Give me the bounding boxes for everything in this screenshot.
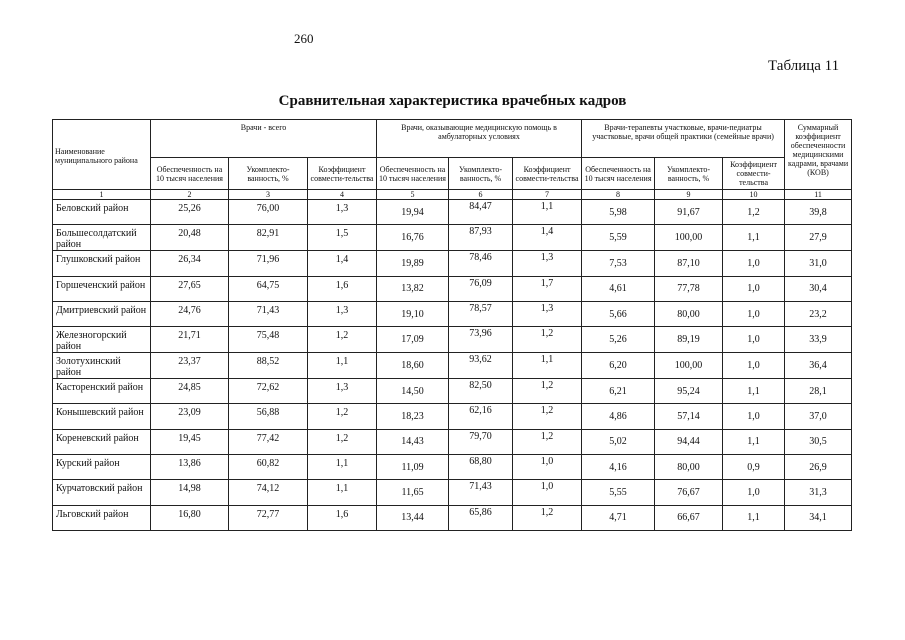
header-row-groups [53,120,852,158]
column-number: 11 [785,190,852,200]
table-cell: 73,96 [449,327,513,353]
table-cell: 1,2 [308,404,377,429]
table-row [53,404,852,429]
table-cell: 1,1 [308,353,377,379]
table-cell: 68,80 [449,455,513,480]
table-cell: 31,0 [785,251,852,276]
subheader-provision: Обеспеченность на 10 тысяч населения [582,158,655,190]
table-cell: 19,45 [151,429,229,454]
table-cell: 60,82 [229,455,308,480]
table-cell: 6,21 [582,379,655,404]
table-cell: 87,10 [655,251,723,276]
table-cell: 19,10 [377,301,449,326]
table-cell: 76,09 [449,276,513,301]
header-district-physicians: Врачи-терапевты участковые, врачи-педиатры участковые, врачи общей практики (семейные врачи) [582,120,785,158]
table-cell: 93,62 [449,353,513,379]
table-cell: 57,14 [655,404,723,429]
table-cell: 56,88 [229,404,308,429]
table-row [53,429,852,454]
table-cell: 30,5 [785,429,852,454]
table-cell: 62,16 [449,404,513,429]
table-cell: 1,1 [513,353,582,379]
subheader-part-time-coefficient: Коэффициент совмести-тельства [513,158,582,190]
table-cell: 1,6 [308,276,377,301]
district-name: Льговский район [53,505,151,530]
header-row-subcolumns [53,158,852,190]
table-cell: 37,0 [785,404,852,429]
table-cell: 26,9 [785,455,852,480]
header-outpatient-physicians: Врачи, оказывающие медицинскую помощь в амбулаторных условиях [377,120,582,158]
column-number: 1 [53,190,151,200]
table-cell: 84,47 [449,200,513,225]
table-cell: 31,3 [785,480,852,505]
table-cell: 5,66 [582,301,655,326]
column-number: 6 [449,190,513,200]
table-cell: 19,89 [377,251,449,276]
table-cell: 27,65 [151,276,229,301]
table-cell: 14,50 [377,379,449,404]
table-cell: 76,67 [655,480,723,505]
header-municipality: Наименование муниципального района [53,120,151,190]
table-cell: 74,12 [229,480,308,505]
table-cell: 1,2 [513,429,582,454]
table-cell: 1,0 [513,480,582,505]
district-name: Золотухинский район [53,353,151,379]
page-number: 260 [294,31,314,46]
table-cell: 1,1 [513,200,582,225]
table-row [53,200,852,225]
table-cell: 4,71 [582,505,655,530]
column-number: 4 [308,190,377,200]
table-cell: 16,80 [151,505,229,530]
table-cell: 1,2 [308,327,377,353]
table-cell: 1,6 [308,505,377,530]
table-cell: 1,0 [723,480,785,505]
header-all-physicians: Врачи - всего [151,120,377,158]
table-cell: 77,42 [229,429,308,454]
table-cell: 25,26 [151,200,229,225]
table-cell: 34,1 [785,505,852,530]
subheader-provision: Обеспеченность на 10 тысяч населения [151,158,229,190]
table-cell: 6,20 [582,353,655,379]
table-cell: 23,2 [785,301,852,326]
table-cell: 100,00 [655,353,723,379]
table-cell: 33,9 [785,327,852,353]
subheader-staffing: Укомплекто-ванность, % [449,158,513,190]
table-cell: 30,4 [785,276,852,301]
subheader-staffing: Укомплекто-ванность, % [229,158,308,190]
table-cell: 71,43 [449,480,513,505]
table-cell: 1,3 [513,301,582,326]
table-cell: 71,43 [229,301,308,326]
table-cell: 88,52 [229,353,308,379]
table-cell: 87,93 [449,225,513,251]
table-cell: 77,78 [655,276,723,301]
table-cell: 1,0 [723,301,785,326]
table-cell: 1,1 [723,505,785,530]
district-name: Курчатовский район [53,480,151,505]
table-cell: 80,00 [655,301,723,326]
table-cell: 1,1 [723,225,785,251]
table-row [53,480,852,505]
table-cell: 91,67 [655,200,723,225]
column-number: 10 [723,190,785,200]
district-name: Конышевский район [53,404,151,429]
table-cell: 1,4 [513,225,582,251]
district-name: Горшеченский район [53,276,151,301]
table-cell: 5,98 [582,200,655,225]
column-number: 5 [377,190,449,200]
column-number: 2 [151,190,229,200]
table-cell: 1,0 [723,404,785,429]
column-number: 7 [513,190,582,200]
column-number: 9 [655,190,723,200]
table-cell: 1,1 [723,379,785,404]
table-cell: 65,86 [449,505,513,530]
table-cell: 17,09 [377,327,449,353]
table-row [53,353,852,379]
table-cell: 1,0 [723,251,785,276]
table-cell: 64,75 [229,276,308,301]
table-cell: 1,5 [308,225,377,251]
table-cell: 95,24 [655,379,723,404]
table-cell: 11,65 [377,480,449,505]
table-cell: 28,1 [785,379,852,404]
district-name: Большесолдатский район [53,225,151,251]
table-cell: 1,2 [513,379,582,404]
table-cell: 1,3 [308,379,377,404]
table-cell: 78,57 [449,301,513,326]
table-cell: 75,48 [229,327,308,353]
district-name: Кореневский район [53,429,151,454]
document-title: Сравнительная характеристика врачебных кадров [278,93,627,109]
table-cell: 80,00 [655,455,723,480]
table-cell: 1,3 [308,200,377,225]
subheader-part-time-coefficient: Коэффициент совмести-тельства [308,158,377,190]
table-cell: 23,09 [151,404,229,429]
table-cell: 1,1 [723,429,785,454]
table-cell: 24,85 [151,379,229,404]
district-name: Дмитриевский район [53,301,151,326]
table-row [53,251,852,276]
table-cell: 21,71 [151,327,229,353]
table-cell: 5,59 [582,225,655,251]
district-name: Железногорский район [53,327,151,353]
table-cell: 14,43 [377,429,449,454]
table-cell: 1,0 [723,327,785,353]
table-cell: 13,44 [377,505,449,530]
district-name: Глушковский район [53,251,151,276]
table-cell: 1,0 [723,353,785,379]
table-cell: 18,23 [377,404,449,429]
table-cell: 18,60 [377,353,449,379]
table-cell: 72,62 [229,379,308,404]
district-name: Курский район [53,455,151,480]
table-cell: 1,0 [513,455,582,480]
table-cell: 5,02 [582,429,655,454]
table-cell: 0,9 [723,455,785,480]
table-cell: 82,50 [449,379,513,404]
subheader-provision: Обеспеченность на 10 тысяч населения [377,158,449,190]
table-cell: 13,86 [151,455,229,480]
table-row [53,455,852,480]
header-summary-coefficient: Суммарный коэффициент обеспеченности медицинскими кадрами, врачами (КОВ) [785,120,852,190]
table-cell: 19,94 [377,200,449,225]
table-cell: 1,3 [308,301,377,326]
table-cell: 4,86 [582,404,655,429]
table-cell: 14,98 [151,480,229,505]
column-number: 8 [582,190,655,200]
table-cell: 76,00 [229,200,308,225]
table-cell: 4,61 [582,276,655,301]
table-cell: 1,7 [513,276,582,301]
table-cell: 100,00 [655,225,723,251]
table-cell: 7,53 [582,251,655,276]
subheader-staffing: Укомплекто-ванность, % [655,158,723,190]
table-cell: 71,96 [229,251,308,276]
table-cell: 1,2 [513,505,582,530]
table-cell: 78,46 [449,251,513,276]
district-name: Касторенский район [53,379,151,404]
physician-staff-table [52,119,852,531]
table-row [53,225,852,251]
table-cell: 79,70 [449,429,513,454]
table-cell: 1,3 [513,251,582,276]
table-cell: 23,37 [151,353,229,379]
table-cell: 94,44 [655,429,723,454]
table-cell: 16,76 [377,225,449,251]
district-name: Беловский район [53,200,151,225]
table-cell: 13,82 [377,276,449,301]
table-cell: 1,1 [308,480,377,505]
table-body [53,200,852,531]
table-cell: 1,2 [308,429,377,454]
column-number: 3 [229,190,308,200]
table-cell: 36,4 [785,353,852,379]
table-cell: 1,0 [723,276,785,301]
table-cell: 5,55 [582,480,655,505]
table-cell: 20,48 [151,225,229,251]
table-cell: 72,77 [229,505,308,530]
table-cell: 82,91 [229,225,308,251]
table-cell: 1,2 [513,327,582,353]
table-row [53,276,852,301]
table-cell: 89,19 [655,327,723,353]
subheader-part-time-coefficient: Коэффициент совмести-тельства [723,158,785,190]
column-number-row [53,190,852,200]
table-row [53,505,852,530]
table-row [53,379,852,404]
table-cell: 27,9 [785,225,852,251]
table-cell: 39,8 [785,200,852,225]
table-cell: 24,76 [151,301,229,326]
table-cell: 1,1 [308,455,377,480]
table-cell: 26,34 [151,251,229,276]
table-cell: 11,09 [377,455,449,480]
table-cell: 66,67 [655,505,723,530]
table-cell: 5,26 [582,327,655,353]
table-cell: 4,16 [582,455,655,480]
table-cell: 1,2 [513,404,582,429]
table-label: Таблица 11 [768,58,840,74]
table-row [53,327,852,353]
table-cell: 1,4 [308,251,377,276]
table-cell: 1,2 [723,200,785,225]
table-row [53,301,852,326]
